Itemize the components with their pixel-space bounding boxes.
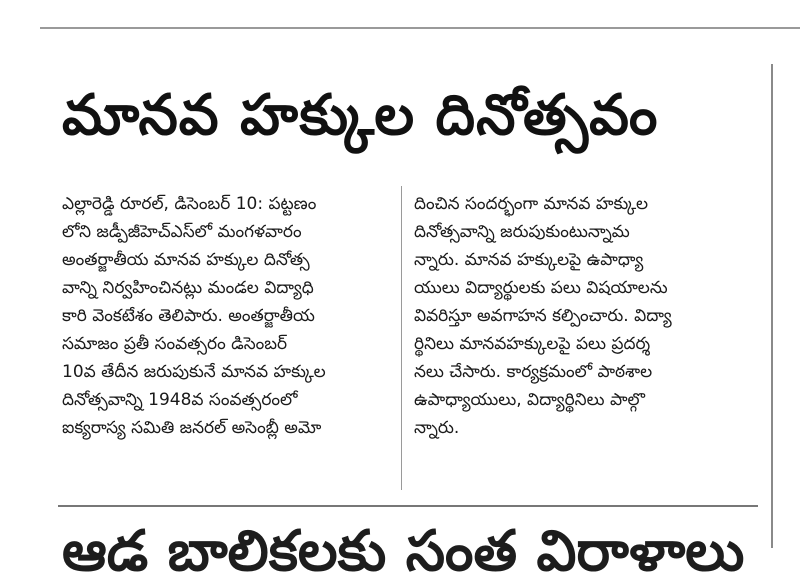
body-line: సమాజం ప్రతీ సంవత్సరం డిసెంబర్: [62, 334, 288, 354]
article-left-column: [62, 190, 390, 442]
body-line: 10వ తేదీన జరుపుకునే మానవ హక్కుల: [62, 362, 326, 382]
top-rule: [40, 27, 800, 29]
right-rule: [771, 64, 773, 548]
article-right-column: [414, 190, 756, 442]
body-line: కారి వెంకటేశం తెలిపారు. అంతర్జాతీయ: [62, 306, 315, 326]
body-line: దినోత్సవాన్ని జరుపుకుంటున్నామ: [414, 222, 630, 242]
bottom-rule: [58, 505, 758, 507]
body-line: లోని జడ్పీజీహెచ్ఎస్‌లో మంగళవారం: [62, 222, 302, 242]
next-article-headline: ఆడ బాలికలకు సంత విరాళాలు: [62, 519, 745, 584]
body-line: ర్థినిలు మానవహక్కులపై పలు ప్రదర్శ: [414, 334, 651, 354]
body-line: ఎల్లారెడ్డి రూరల్, డిసెంబర్ 10: పట్టణం: [62, 194, 317, 214]
body-line: అంతర్జాతీయ మానవ హక్కుల దినోత్స: [62, 250, 310, 270]
column-divider: [401, 186, 402, 490]
next-article-headline-cropped: [62, 518, 762, 584]
body-line: న్నారు.: [414, 418, 460, 438]
body-line: దినోత్సవాన్ని 1948వ సంవత్సరంలో: [62, 390, 298, 410]
body-line: యులు విద్యార్థులకు పలు విషయాలను: [414, 278, 668, 298]
body-line: వాన్ని నిర్వహించినట్లు మండల విద్యాధి: [62, 278, 314, 298]
body-line: ఉపాధ్యాయులు, విద్యార్థినిలు పాల్గొ: [414, 390, 645, 410]
body-line: ఐక్యరాస్య సమితి జనరల్ అసెంబ్లీ అమో: [62, 418, 322, 438]
article-headline: మానవ హక్కుల దినోత్సవం: [62, 83, 659, 148]
body-line: నలు చేసారు. కార్యక్రమంలో పాఠశాల: [414, 362, 653, 382]
body-line: వివరిస్తూ అవగాహన కల్పించారు. విద్యా: [414, 306, 672, 326]
body-line: న్నారు. మానవ హక్కులపై ఉపాధ్యా: [414, 250, 644, 270]
body-line: దించిన సందర్భంగా మానవ హక్కుల: [414, 194, 649, 214]
